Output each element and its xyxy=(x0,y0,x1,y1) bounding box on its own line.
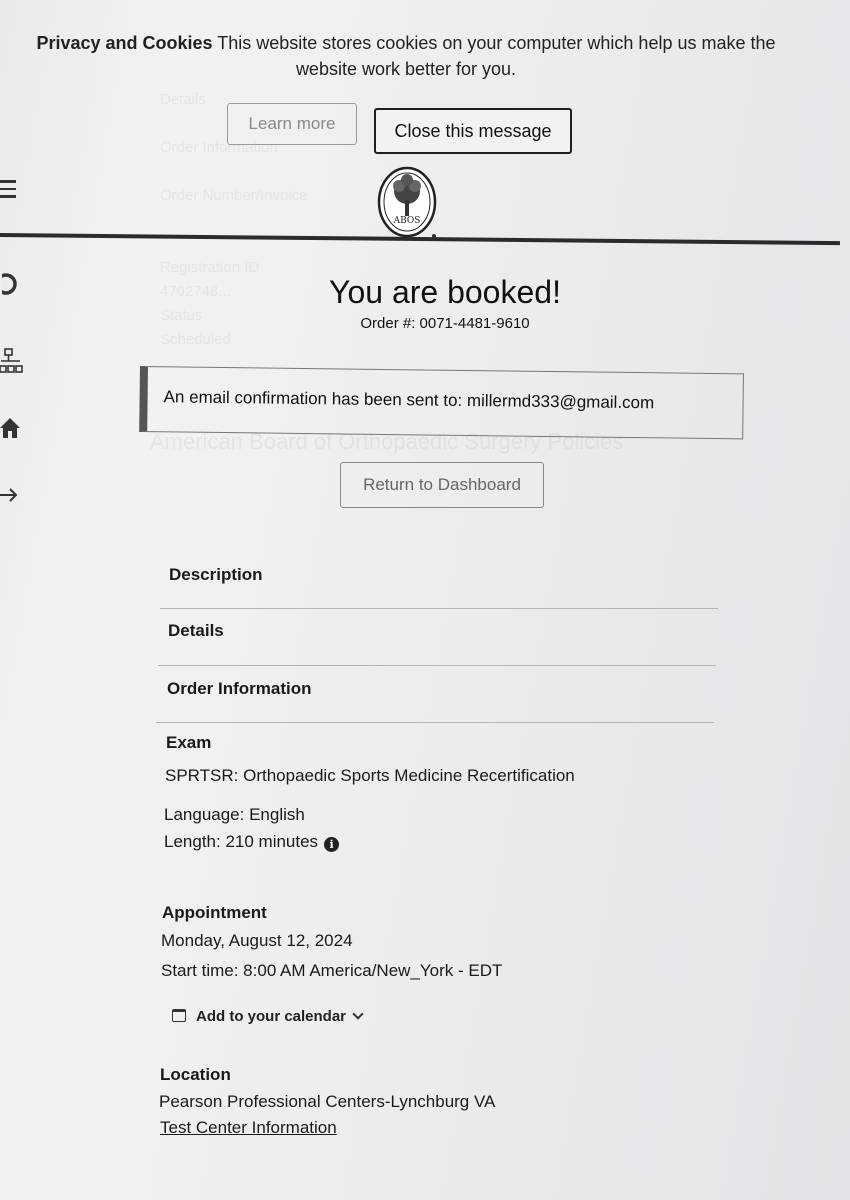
sign-out-icon[interactable] xyxy=(0,484,26,512)
divider xyxy=(158,665,716,666)
show-through-text: Details Order Information Order Number/Invoice Registration ID 4702748... Status Scheduled xyxy=(160,91,308,348)
add-to-calendar-dropdown[interactable] xyxy=(172,1008,362,1025)
cookie-banner-message: This website stores cookies on your computer which help us make the website work better for you. xyxy=(217,33,776,79)
calendar-icon xyxy=(172,1009,186,1022)
exam-heading: Exam xyxy=(166,733,212,752)
show-through-heading: American Board of Orthopaedic Surgery Policies xyxy=(150,429,624,454)
svg-text:ABOS: ABOS xyxy=(393,216,421,226)
page-title: You are booked! xyxy=(329,274,561,310)
learn-more-button[interactable]: Learn more xyxy=(227,103,357,145)
test-center-information-link[interactable]: Test Center Information xyxy=(160,1118,337,1137)
cookie-banner xyxy=(6,30,806,82)
add-to-calendar-label: Add to your calendar xyxy=(196,1008,347,1025)
divider xyxy=(156,722,714,723)
location-heading: Location xyxy=(160,1065,231,1084)
appointment-heading: Appointment xyxy=(162,903,267,922)
divider xyxy=(160,608,718,609)
description-section-toggle[interactable]: Description xyxy=(169,565,263,584)
exam-language: Language: English xyxy=(164,805,305,824)
cookie-banner-title: Privacy and Cookies xyxy=(36,33,213,53)
order-information-section-toggle[interactable]: Order Information xyxy=(167,679,312,698)
home-icon[interactable] xyxy=(0,416,26,446)
details-section-toggle[interactable]: Details xyxy=(168,621,224,640)
order-number: Order #: 0071-4481-9610 xyxy=(360,315,530,332)
return-to-dashboard-button[interactable]: Return to Dashboard xyxy=(340,462,544,508)
hamburger-icon[interactable] xyxy=(0,180,16,203)
sitemap-icon[interactable] xyxy=(0,348,26,382)
help-icon[interactable] xyxy=(0,272,26,302)
info-icon[interactable]: i xyxy=(324,837,339,852)
exam-name: SPRTSR: Orthopaedic Sports Medicine Recertification xyxy=(165,766,575,785)
location-name: Pearson Professional Centers-Lynchburg VA xyxy=(159,1092,496,1111)
appointment-date: Monday, August 12, 2024 xyxy=(161,931,353,950)
close-message-button[interactable]: Close this message xyxy=(374,108,572,154)
email-confirmation-text: An email confirmation has been sent to: millermd333@gmail.com xyxy=(163,387,655,413)
email-confirmation-alert xyxy=(139,366,744,439)
exam-length-text: Length: 210 minutes xyxy=(164,832,319,851)
appointment-start-time: Start time: 8:00 AM America/New_York - EDT xyxy=(161,961,503,980)
chevron-down-icon xyxy=(352,1008,363,1019)
abos-logo xyxy=(377,166,439,240)
exam-length xyxy=(164,832,339,852)
